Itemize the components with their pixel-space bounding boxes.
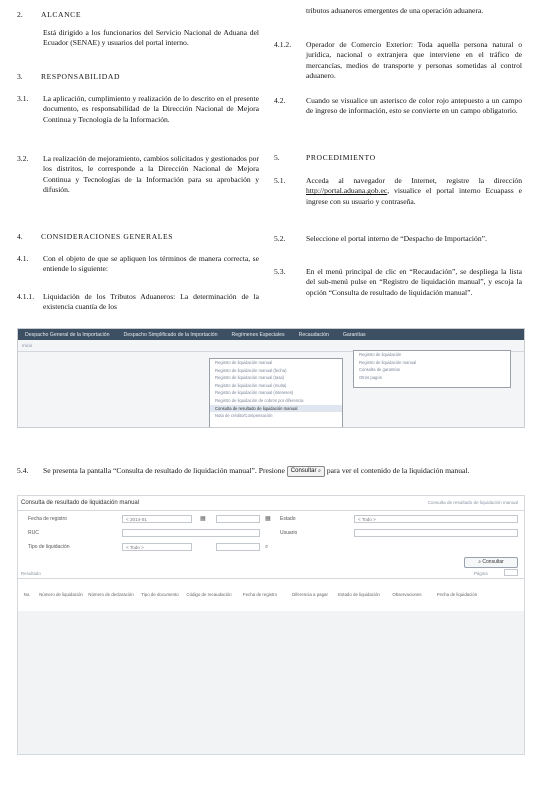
type-select[interactable]: < Todo > <box>122 543 192 551</box>
menu-item-despacho-simplificado[interactable]: Despacho Simplificado de la Importación <box>123 331 218 338</box>
type-extra-input[interactable] <box>216 543 260 551</box>
consultar-inline-button <box>287 466 325 477</box>
section-5-number: 5. <box>274 153 280 162</box>
menu-item-recaudacion[interactable]: Recaudación <box>298 331 329 338</box>
page-title: Consulta de resultado de liquidación manual <box>21 500 140 506</box>
section-5-3-number: 5.3. <box>274 267 286 276</box>
search-icon: ⌕ <box>318 467 321 474</box>
submenu-recaudacion <box>353 350 511 388</box>
submenu-item[interactable]: Consulta de garantías <box>359 367 400 373</box>
section-4-heading: CONSIDERACIONES GENERALES <box>41 232 174 241</box>
consulta-screenshot <box>17 495 525 755</box>
column-header: Estado de liquidación <box>338 592 380 597</box>
section-5-4-number: 5.4. <box>17 466 29 475</box>
section-4-1-1-number: 4.1.1. <box>17 292 35 301</box>
type-label: Tipo de liquidación <box>28 544 70 550</box>
submenu-item[interactable]: Registro de liquidación manual <box>359 359 417 365</box>
column-header: No. <box>23 592 31 597</box>
search-icon: ⌕ <box>478 559 481 565</box>
date-label: Fecha de registro <box>28 516 67 522</box>
breadcrumb: Consulta de resultado de liquidación manual <box>427 500 518 505</box>
results-table-body <box>18 611 524 754</box>
section-3-1-body: La aplicación, cumplimiento y realización de lo descrito en el presente documento, es responsabilidad de la Dirección Nacional de Mejora Continua y Tecnología de la Información. <box>43 94 259 124</box>
menu-item-despacho-general[interactable]: Despacho General de la Importación <box>25 331 110 338</box>
column-header: Observaciones <box>392 592 422 597</box>
submenu-item[interactable]: Registro de liquidación manual (multa) <box>215 382 287 388</box>
user-input[interactable] <box>354 529 518 537</box>
ruc-input[interactable] <box>122 529 260 537</box>
section-4-number: 4. <box>17 232 23 241</box>
continued-body: tributos aduaneros emergentes de una operación aduanera. <box>306 6 484 15</box>
section-5-3-body: En el menú principal de clic en “Recaudación”, se despliega la lista del sub-menú pulse en “Registro de liquidación manual”, y escoja la opción “Consulta de resultado de liquidación manual”. <box>306 267 522 297</box>
result-label: Resultado <box>21 571 41 576</box>
column-header: Código de recaudación <box>186 592 232 597</box>
menu-screenshot <box>17 328 525 428</box>
section-2-number: 2. <box>17 10 23 19</box>
section-3-number: 3. <box>17 72 23 81</box>
section-4-2-number: 4.2. <box>274 96 286 105</box>
section-2-heading: ALCANCE <box>41 10 82 19</box>
section-3-1-number: 3.1. <box>17 94 29 103</box>
divider <box>18 510 524 511</box>
pager-select[interactable] <box>504 569 518 576</box>
column-header: Diferencia a pagar <box>292 592 328 597</box>
section-4-1-2-body: Operador de Comercio Exterior: Toda aquella persona natural o jurídica, nacional o extranjera que interviene en el tráfico de mercancías, medios de transporte y personas sometidas al control aduanero. <box>306 40 522 81</box>
section-3-2-number: 3.2. <box>17 154 29 163</box>
section-5-4-text-b: para ver el contenido de la liquidación manual. <box>326 466 470 475</box>
calendar-icon[interactable]: ▦ <box>200 515 206 522</box>
menu-item-regimenes-especiales[interactable]: Regímenes Especiales <box>231 331 285 338</box>
section-5-1-text-a: Acceda al navegador de Internet, registre la dirección <box>306 176 522 185</box>
breadcrumb: Inicio <box>22 343 33 348</box>
column-header: Fecha de registro <box>242 592 278 597</box>
section-5-heading: PROCEDIMIENTO <box>306 153 376 162</box>
section-5-1-body <box>306 176 522 207</box>
state-select[interactable]: < Todo > <box>354 515 518 523</box>
date-from-input[interactable]: < 2014-01 <box>122 515 192 523</box>
pager-label: Página <box>474 571 488 576</box>
submenu-item[interactable]: Registro de liquidación <box>359 352 402 357</box>
column-header: Número de liquidación <box>39 592 83 597</box>
section-4-2-body: Cuando se visualice un asterisco de color rojo antepuesto a un campo de ingreso de información, esto se convierte en un campo obligatorio. <box>306 96 522 116</box>
column-header: Número de declaración <box>88 592 134 597</box>
section-5-2-body: Seleccione el portal interno de “Despacho de Importación”. <box>306 234 487 243</box>
search-icon[interactable]: ⌕ <box>265 543 269 550</box>
column-header: Fecha de liquidación <box>436 592 478 597</box>
section-5-4-text-a: Se presenta la pantalla “Consulta de resultado de liquidación manual”. Presione <box>43 466 285 475</box>
submenu-item[interactable]: Otros pagos <box>359 374 382 380</box>
ruc-label: RUC <box>28 530 39 536</box>
section-4-1-body: Con el objeto de que se apliquen los términos de manera correcta, se entiende lo siguiente: <box>43 254 259 274</box>
date-to-input[interactable] <box>216 515 260 523</box>
submenu-item[interactable]: Registro de liquidación de cobros por diferencia <box>215 397 304 403</box>
section-3-heading: RESPONSABILIDAD <box>41 72 121 81</box>
submenu-item[interactable]: Registro de liquidación manual (fecha) <box>215 367 287 373</box>
section-5-2-number: 5.2. <box>274 234 286 243</box>
section-4-1-number: 4.1. <box>17 254 29 263</box>
section-5-1-number: 5.1. <box>274 176 286 185</box>
column-header: Tipo de documento <box>141 592 179 597</box>
main-menu-bar <box>18 329 524 340</box>
submenu-item[interactable]: Nota de crédito/Compensación <box>215 413 273 419</box>
submenu-item-consulta-resultado[interactable]: Consulta de resultado de liquidación manual <box>210 405 342 413</box>
section-5-4-body <box>43 465 521 477</box>
consultar-label: Consultar <box>482 559 504 565</box>
consultar-button[interactable] <box>464 557 518 568</box>
section-4-1-2-number: 4.1.2. <box>274 40 292 49</box>
portal-link[interactable]: http://portal.aduana.gob.ec <box>306 186 388 196</box>
results-table-header <box>18 578 524 612</box>
section-4-1-1-body: Liquidación de los Tributos Aduaneros: La determinación de la existencia cuantía de los <box>43 292 259 312</box>
state-label: Estado <box>280 516 296 522</box>
menu-item-garantias[interactable]: Garantías <box>342 331 366 338</box>
submenu-liquidacion-manual <box>209 358 343 428</box>
section-3-2-body: La realización de mejoramiento, cambios solicitados y gestionados por los distritos, le corresponde a la Dirección Nacional de Mejora Continua y Tecnologías de la Información para su aprobación y difusión. <box>43 154 259 195</box>
submenu-item[interactable]: Registro de liquidación manual (tasa) <box>215 375 285 381</box>
section-2-body: Está dirigido a los funcionarios del Servicio Nacional de Aduana del Ecuador (SENAE) y usuarios del portal interno. <box>43 28 259 48</box>
submenu-item[interactable]: Registro de liquidación manual <box>215 360 273 365</box>
section-5-1-text-b: , visualice el portal interno Ecuapass e ingrese con su usuario y contraseña. <box>306 186 522 206</box>
calendar-icon[interactable]: ▦ <box>265 515 271 522</box>
submenu-item[interactable]: Registro de liquidación manual (intereses) <box>215 390 294 396</box>
user-label: Usuario <box>280 530 298 536</box>
consultar-inline-label: Consultar <box>290 467 317 474</box>
